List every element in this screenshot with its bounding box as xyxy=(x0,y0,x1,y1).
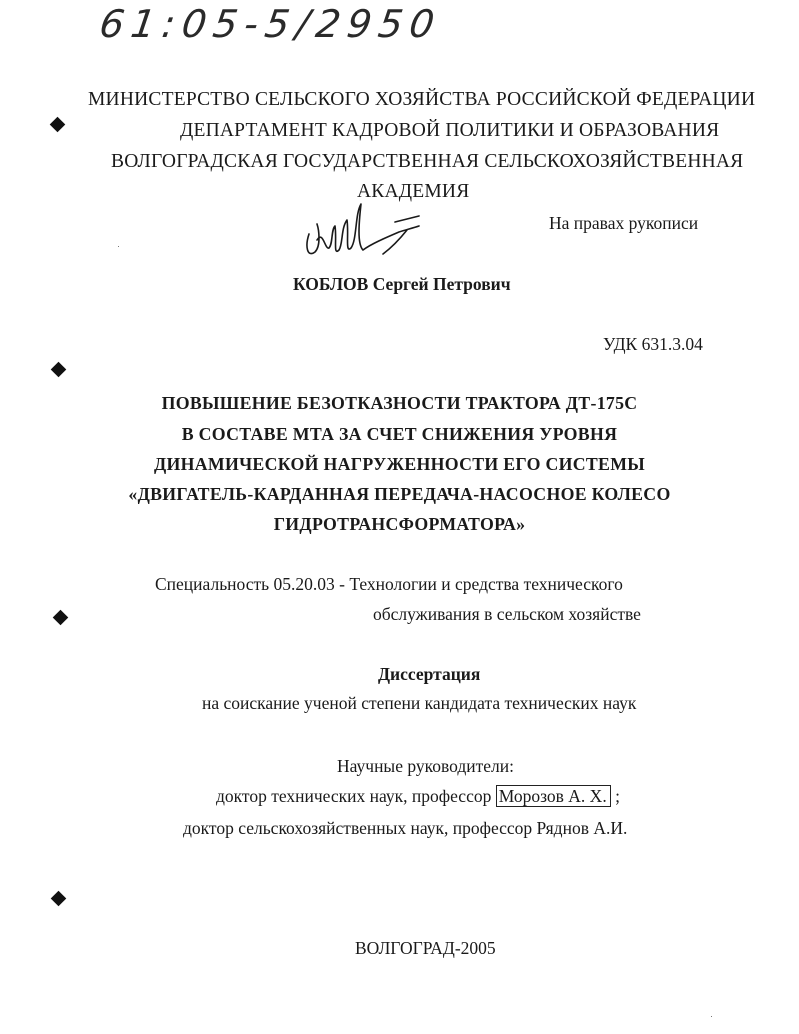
advisor-first-suffix: ; xyxy=(615,786,620,806)
advisor-second: доктор сельскохозяйственных наук, профессор Ряднов А.И. xyxy=(183,818,628,838)
advisors-heading: Научные руководители: xyxy=(337,756,514,776)
title-line: ГИДРОТРАНСФОРМАТОРА» xyxy=(273,514,526,534)
title-line: В СОСТАВЕ МТА ЗА СЧЕТ СНИЖЕНИЯ УРОВНЯ xyxy=(181,424,618,444)
academy-name-line2: АКАДЕМИЯ xyxy=(357,181,470,202)
scan-speck xyxy=(711,1016,712,1017)
degree-subtitle: на соискание ученой степени кандидата технических наук xyxy=(202,693,637,713)
department-name: ДЕПАРТАМЕНТ КАДРОВОЙ ПОЛИТИКИ И ОБРАЗОВАНИЯ xyxy=(180,120,720,141)
title-line: ДИНАМИЧЕСКОЙ НАГРУЖЕННОСТИ ЕГО СИСТЕМЫ xyxy=(153,454,646,474)
scan-speck xyxy=(118,246,119,247)
specialty-line: Специальность 05.20.03 - Технологии и средства технического xyxy=(155,574,623,594)
udk-code: УДК 631.3.04 xyxy=(603,334,703,354)
manuscript-rights-note: На правах рукописи xyxy=(549,213,699,233)
binding-mark-1 xyxy=(50,117,66,133)
author-name: КОБЛОВ Сергей Петрович xyxy=(293,274,511,294)
document-type: Диссертация xyxy=(378,664,481,684)
advisor-first-name-box: Морозов А. Х. xyxy=(496,785,611,807)
title-line: «ДВИГАТЕЛЬ-КАРДАННАЯ ПЕРЕДАЧА-НАСОСНОЕ КОЛЕСО xyxy=(128,484,671,504)
advisor-first xyxy=(216,786,620,807)
binding-mark-2 xyxy=(51,362,67,378)
place-year: ВОЛГОГРАД-2005 xyxy=(355,938,496,958)
advisor-first-title: доктор технических наук, профессор xyxy=(216,786,492,806)
binding-mark-4 xyxy=(51,891,67,907)
ministry-name: МИНИСТЕРСТВО СЕЛЬСКОГО ХОЗЯЙСТВА РОССИЙСКОЙ ФЕДЕРАЦИИ xyxy=(88,89,756,110)
archive-number: 61:05-5/2950 xyxy=(96,2,445,46)
title-line: ПОВЫШЕНИЕ БЕЗОТКАЗНОСТИ ТРАКТОРА ДТ-175С xyxy=(161,393,638,413)
author-signature xyxy=(295,200,430,264)
academy-name-line1: ВОЛГОГРАДСКАЯ ГОСУДАРСТВЕННАЯ СЕЛЬСКОХОЗЯЙСТВЕННАЯ xyxy=(111,151,744,172)
binding-mark-3 xyxy=(53,610,69,626)
specialty-continuation: обслуживания в сельском хозяйстве xyxy=(373,604,641,624)
